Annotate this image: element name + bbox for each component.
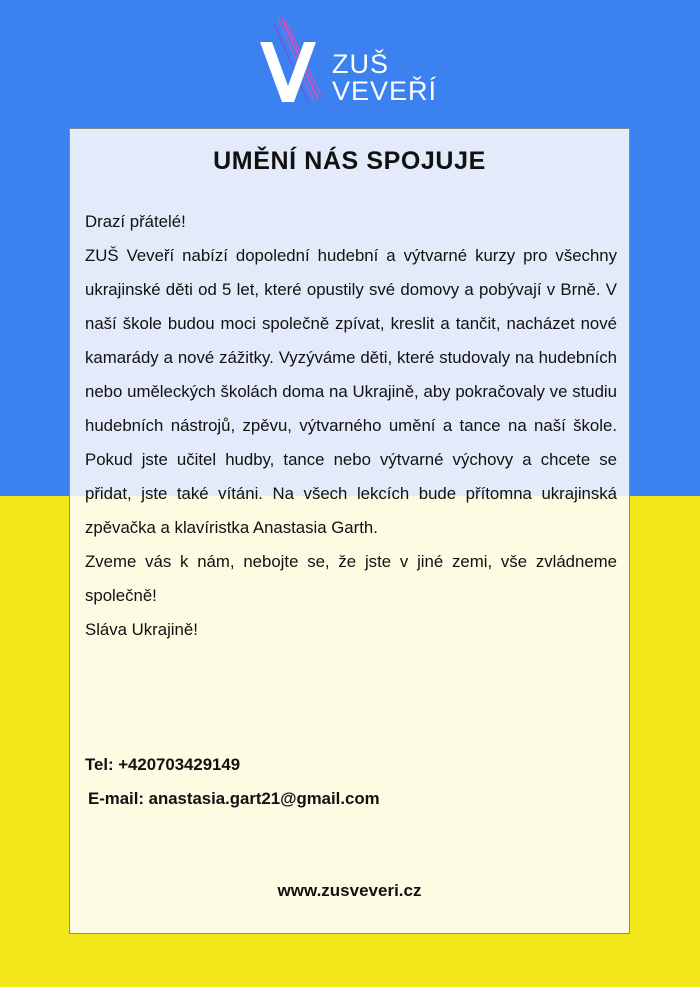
closing-text: Sláva Ukrajině! bbox=[85, 620, 198, 639]
logo-v-mark-icon bbox=[258, 14, 330, 106]
invite-text: Zveme vás k nám, nebojte se, že jste v jiné zemi, vše zvládneme společně! bbox=[85, 552, 617, 605]
email-address[interactable]: E-mail: anastasia.gart21@gmail.com bbox=[88, 789, 380, 808]
logo-wordmark bbox=[332, 51, 437, 105]
poster-title: UMĚNÍ NÁS SPOJUJE bbox=[213, 147, 486, 175]
logo-line-2: VEVEŘÍ bbox=[332, 76, 438, 106]
greeting-text: Drazí přátelé! bbox=[85, 212, 186, 231]
poster-card bbox=[69, 128, 630, 934]
website-link[interactable]: www.zusveveri.cz bbox=[277, 881, 422, 900]
school-logo bbox=[258, 14, 458, 106]
main-paragraph: ZUŠ Veveří nabízí dopolední hudební a výtvarné kurzy pro všechny ukrajinské děti od 5 let, které opustily své domovy a pobývají v Brně. V naší škole budou moci společně zpívat, kreslit a tančit, nacházet nové kamarády a nové zážitky. Vyzýváme děti, které studovaly na hudebních nebo uměleckých školách doma na Ukrajině, aby pokračovaly ve studiu hudebních nástrojů, zpěvu, výtvarného umění a tance na naší škole. Pokud jste učitel hudby, tance nebo výtvarné výchovy a chcete se přidat, jste také vítáni. Na všech lekcích bude přítomna ukrajinská zpěvačka a klavíristka Anastasia Garth. bbox=[85, 246, 617, 537]
poster-body bbox=[85, 205, 617, 647]
phone-number: Tel: +420703429149 bbox=[85, 755, 241, 774]
logo-line-1: ZUŠ bbox=[332, 49, 389, 79]
